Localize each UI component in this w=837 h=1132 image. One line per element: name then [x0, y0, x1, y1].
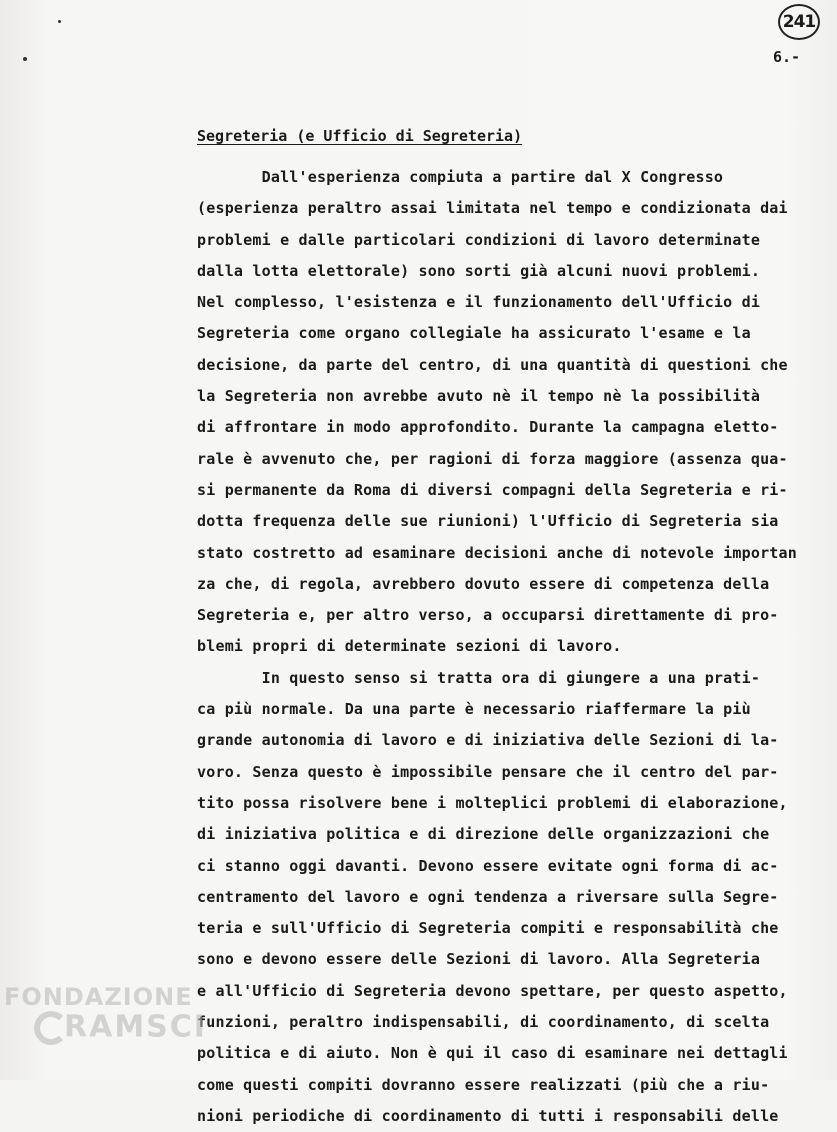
text-line: tito possa risolvere bene i molteplici problemi di elaborazione,: [197, 793, 788, 812]
page-number: 6.-: [773, 48, 801, 66]
text-line: problemi e dalle particolari condizioni di lavoro determinate: [197, 230, 761, 249]
text-line: come questi compiti dovranno essere realizzati (più che a riu-: [197, 1075, 770, 1094]
text-line: sono e devono essere delle Sezioni di lavoro. Alla Segreteria: [197, 950, 761, 969]
text-line: centramento del lavoro e ogni tendenza a riversare sulla Segre-: [197, 887, 779, 906]
text-line: politica e di aiuto. Non è qui il caso di esaminare nei dettagli: [197, 1044, 788, 1063]
body-text: [197, 162, 837, 1132]
watermark-line-1: FONDAZIONE: [4, 983, 193, 1011]
text-line: za che, di regola, avrebbero dovuto essere di competenza della: [197, 574, 770, 593]
text-line: decisione, da parte del centro, di una quantità di questioni che: [197, 355, 788, 374]
text-line: funzioni, peraltro indispensabili, di coordinamento, di scelta: [197, 1013, 770, 1032]
text-line: rale è avvenuto che, per ragioni di forza maggiore (assenza qua-: [197, 449, 788, 468]
margin-mark: [23, 57, 27, 61]
text-line: In questo senso si tratta ora di giungere a una prati-: [197, 668, 761, 687]
text-line: di iniziativa politica e di direzione delle organizzazioni che: [197, 825, 770, 844]
margin-mark: [58, 20, 61, 23]
text-line: Dall'esperienza compiuta a partire dal X Congresso: [197, 168, 724, 186]
text-line: si permanente da Roma di diversi compagni della Segreteria e ri-: [197, 480, 788, 499]
text-line: la Segreteria non avrebbe avuto nè il tempo nè la possibilità: [197, 387, 761, 406]
text-line: Segreteria e, per altro verso, a occuparsi direttamente di pro-: [197, 606, 779, 625]
text-line: grande autonomia di lavoro e di iniziativa delle Sezioni di la-: [197, 731, 779, 750]
watermark-g-logo: [34, 1011, 68, 1045]
foundation-watermark: [4, 985, 207, 1045]
text-line: di affrontare in modo approfondito. Durante la campagna eletto-: [197, 418, 779, 437]
text-line: stato costretto ad esaminare decisioni anche di notevole importan: [197, 543, 797, 562]
text-line: nioni periodiche di coordinamento di tutti i responsabili delle: [197, 1106, 779, 1125]
watermark-line-2: [34, 1011, 207, 1045]
text-line: dotta frequenza delle sue riunioni) l'Ufficio di Segreteria sia: [197, 512, 779, 531]
text-line: dalla lotta elettorale) sono sorti già alcuni nuovi problemi.: [197, 261, 761, 280]
archive-number-stamp: 241: [778, 4, 820, 40]
text-line: Segreteria come organo collegiale ha assicurato l'esame e la: [197, 324, 751, 343]
text-line: Nel complesso, l'esistenza e il funzionamento dell'Ufficio di: [197, 293, 761, 312]
text-line: voro. Senza questo è impossibile pensare che il centro del par-: [197, 762, 779, 781]
text-line: (esperienza peraltro assai limitata nel tempo e condizionata dai: [197, 199, 788, 218]
text-line: teria e sull'Ufficio di Segreteria compiti e responsabilità che: [197, 919, 779, 938]
text-line: e all'Ufficio di Segreteria devono spettare, per questo aspetto,: [197, 981, 788, 1000]
text-line: ci stanno oggi davanti. Devono essere evitate ogni forma di ac-: [197, 856, 779, 875]
section-heading: Segreteria (e Ufficio di Segreteria): [197, 127, 523, 145]
text-line: ca più normale. Da una parte è necessario riaffermare la più: [197, 700, 751, 719]
watermark-line-2-text: RAMSCI: [64, 1009, 207, 1045]
text-line: blemi propri di determinate sezioni di lavoro.: [197, 637, 622, 656]
